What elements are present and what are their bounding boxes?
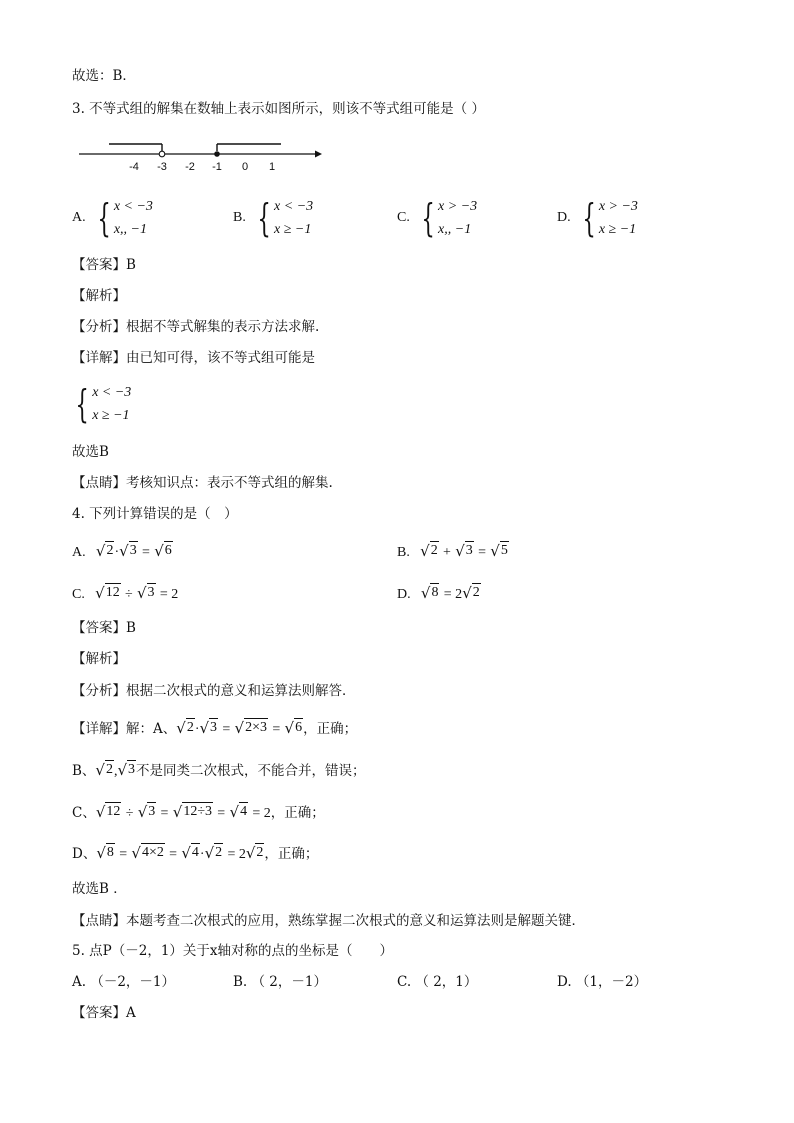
option-label: D. [397, 587, 411, 602]
math-operator: · [114, 545, 120, 560]
math-operator: , [113, 764, 118, 779]
inequality-row: x ≥ −1 [274, 222, 312, 237]
radicand: 8 [431, 585, 439, 600]
math-operator: = 2 [443, 587, 463, 602]
math-operator: = [217, 806, 226, 821]
math-operator: = 2 [227, 847, 246, 862]
inequality-row: x,, −1 [438, 222, 472, 237]
inequality-row: x > −3 [438, 199, 478, 214]
q4-dianjing: 【点睛】本题考查二次根式的应用，熟练掌握二次根式的意义和运算法则是解题关键． [72, 913, 585, 929]
number-line-figure [75, 138, 325, 178]
option-label: D. [557, 210, 571, 225]
q4-option-d[interactable] [397, 583, 481, 604]
inequality-row: x ≥ −1 [598, 222, 637, 237]
radicand: 2 [472, 585, 480, 600]
q4-option-c[interactable] [72, 583, 178, 604]
question-5-stem: 5. 点P（－2，1）关于x轴对称的点的坐标是（ ） [72, 943, 394, 959]
radicand: 12÷3 [183, 804, 212, 819]
q3-analysis-heading: 【解析】 [72, 288, 126, 304]
inequality-row: x < −3 [113, 199, 153, 214]
radicand: 4×2 [141, 845, 164, 860]
q3-option-b[interactable] [233, 195, 313, 241]
radicand: 3 [148, 804, 156, 819]
radicand: 4 [191, 845, 199, 860]
radicand: 6 [164, 543, 172, 558]
radical: √ 4 [229, 803, 248, 821]
brace: { [421, 196, 435, 240]
math-operator: ÷ [125, 587, 133, 602]
tick-label: 1 [268, 161, 276, 173]
radicand: 2 [105, 762, 113, 777]
tick-label: -3 [157, 161, 167, 173]
q4-answer: 【答案】B [72, 620, 136, 636]
radical: √ 4×2 [131, 844, 164, 862]
option-label: A. [72, 545, 86, 560]
q5-answer: 【答案】A [72, 1005, 136, 1021]
radical: √ 8 [96, 844, 114, 862]
math-operator: = [160, 806, 169, 821]
radicand: 6 [295, 720, 303, 735]
radicand: 12 [106, 804, 121, 819]
radical: √ 2 [176, 719, 194, 737]
q4-gu: 故选B ． [72, 881, 127, 897]
radical: √ 3 [137, 803, 156, 821]
math-operator: · [199, 847, 205, 862]
q3-dianjing: 【点睛】考核知识点：表示不等式组的解集. [72, 475, 333, 491]
radicand: 3 [465, 543, 473, 558]
math-operator: = 2 [252, 806, 271, 821]
math-operator: = [169, 847, 178, 862]
radical: √ 2 [420, 542, 438, 560]
detail-prefix: C、 [72, 805, 96, 821]
radicand: 5 [500, 543, 508, 558]
radical: √ 3 [136, 584, 155, 602]
detail-prefix: 【详解】解：A、 [72, 721, 177, 737]
q3-option-d[interactable] [557, 195, 638, 241]
radical: √ 2×3 [234, 719, 268, 737]
math-operator: + [443, 545, 451, 560]
q4-option-a[interactable] [72, 541, 173, 562]
radical: √ 3 [119, 542, 137, 560]
option-label: A. [72, 210, 86, 225]
math-operator: = [478, 545, 486, 560]
option-label: C. [397, 210, 410, 225]
radicand: 3 [147, 585, 155, 600]
text-line: 故选：B． [72, 68, 136, 84]
q4-analysis-heading: 【解析】 [72, 651, 126, 667]
q4-detail-d [72, 843, 318, 864]
radical: √ 3 [455, 542, 473, 560]
radical: √ 2 [245, 844, 264, 862]
radical: √ 12÷3 [172, 803, 212, 821]
tick-label: -2 [185, 161, 195, 173]
q5-option-a[interactable]: A. （－2，－1） [72, 974, 176, 990]
math-operator: = [272, 722, 281, 737]
inequality-row: x > −3 [598, 199, 638, 214]
inequality-row: x < −3 [92, 385, 132, 400]
radicand: 3 [210, 720, 218, 735]
radical: √ 5 [490, 542, 508, 560]
option-label: B. [233, 210, 246, 225]
brace: { [582, 196, 596, 240]
math-operator: = 2 [159, 587, 179, 602]
q3-fenxi: 【分析】根据不等式解集的表示方法求解. [72, 319, 320, 335]
tick-label: -4 [129, 161, 139, 173]
q4-fenxi: 【分析】根据二次根式的意义和运算法则解答． [72, 683, 356, 699]
detail-suffix: ，正确； [264, 846, 319, 862]
open-point-marker [159, 151, 165, 157]
inequality-row: x ≥ −1 [92, 408, 130, 423]
q5-option-b[interactable]: B. （ 2，－1） [233, 974, 327, 990]
radical: √ 6 [154, 542, 172, 560]
radical: √ 2 [95, 542, 114, 560]
radicand: 8 [106, 845, 114, 860]
radicand: 2×3 [245, 720, 268, 735]
math-operator: = [142, 545, 150, 560]
detail-prefix: D、 [72, 846, 97, 862]
question-4-stem: 4. 下列计算错误的是（ ） [72, 506, 238, 522]
inequality-row: x < −3 [274, 199, 314, 214]
q3-option-c[interactable] [397, 195, 477, 241]
tick-label: -1 [212, 161, 222, 173]
inequality-row: x,, −1 [113, 222, 147, 237]
q3-xiangjie: 【详解】由已知可得，该不等式组可能是 [72, 350, 315, 366]
closed-point-marker [214, 151, 220, 157]
radical: √ 2 [204, 844, 223, 862]
radical: √ 12 [95, 584, 120, 602]
math-operator: = [222, 722, 231, 737]
question-3-stem: 3. 不等式组的解集在数轴上表示如图所示，则该不等式组可能是（ ） [72, 101, 485, 117]
radicand: 2 [430, 543, 438, 558]
math-operator: = [119, 847, 128, 862]
brace: { [75, 382, 89, 426]
radicand: 3 [128, 762, 136, 777]
q3-gu: 故选B [72, 444, 109, 460]
number-line-ticks [129, 161, 275, 173]
math-operator: · [194, 722, 200, 737]
radical: √ 12 [95, 803, 121, 821]
radicand: 2 [215, 845, 223, 860]
q5-option-c[interactable]: C. （ 2，1） [397, 974, 478, 990]
math-operator: ÷ [125, 806, 134, 821]
radical: √ 3 [199, 719, 218, 737]
detail-suffix: ，正确； [270, 805, 325, 821]
radicand: 3 [129, 543, 137, 558]
brace: { [257, 196, 271, 240]
detail-suffix: ，正确； [303, 721, 358, 737]
q4-detail-b [72, 760, 366, 781]
radicand: 12 [105, 585, 120, 600]
q3-solution-system [70, 381, 131, 427]
q4-detail-a [72, 718, 357, 739]
radical: √ 6 [284, 719, 303, 737]
detail-suffix: 不是同类二次根式，不能合并，错误； [136, 763, 366, 779]
radicand: 2 [186, 720, 194, 735]
option-label: C. [72, 587, 85, 602]
number-line-arrow [315, 151, 322, 158]
tick-label: 0 [241, 161, 249, 173]
q5-option-d[interactable]: D. （1，－2） [557, 974, 648, 990]
q4-detail-c [72, 802, 325, 823]
detail-prefix: B、 [72, 763, 96, 779]
q3-option-a[interactable] [72, 195, 153, 241]
radical: √ 2 [462, 584, 480, 602]
radical: √ 4 [181, 844, 199, 862]
radical: √ 3 [117, 761, 136, 779]
radicand: 2 [256, 845, 264, 860]
radicand: 4 [240, 804, 248, 819]
q4-option-b[interactable] [397, 541, 509, 562]
radical: √ 8 [420, 584, 439, 602]
radical: √ 2 [95, 761, 113, 779]
brace: { [97, 196, 111, 240]
radicand: 2 [106, 543, 114, 558]
q3-answer: 【答案】B [72, 257, 136, 273]
option-label: B. [397, 545, 410, 560]
